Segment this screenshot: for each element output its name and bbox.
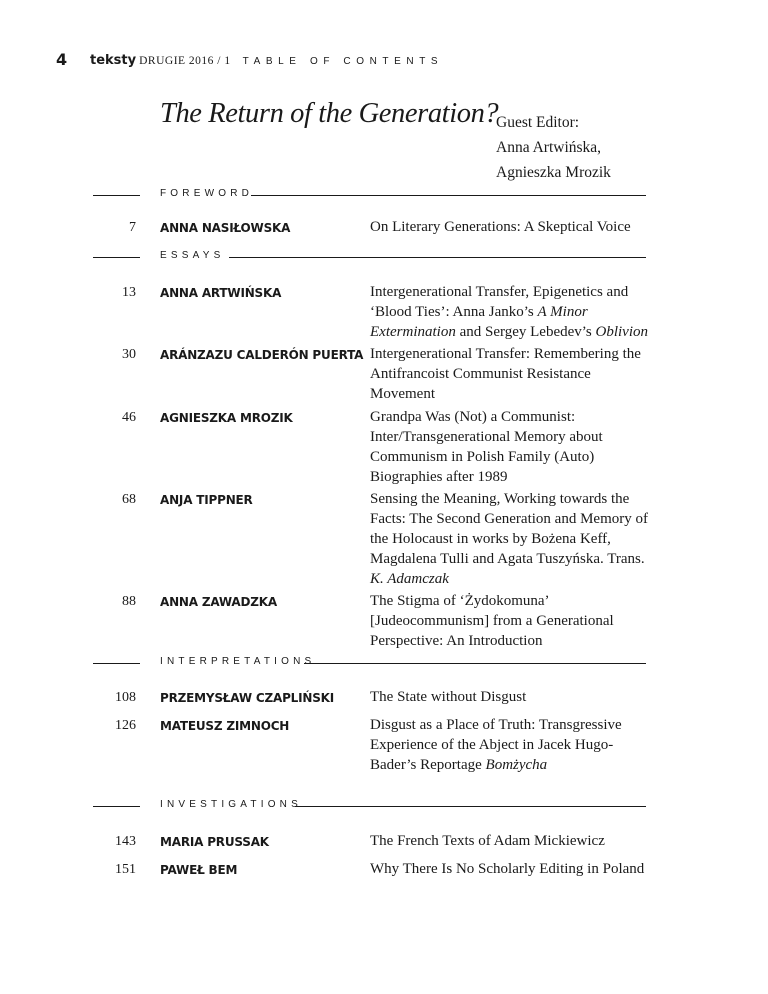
entry-page-number: 108	[115, 690, 136, 705]
guest-editor-name: Anna Artwińska,	[496, 139, 602, 156]
entry-page-number: 7	[129, 220, 136, 235]
entry-title: The Stigma of ‘Żydokomuna’ [Judeocommunism] from a Generational Perspective: An Introduction	[370, 593, 614, 649]
section-rule	[93, 257, 140, 258]
entry-page-number: 68	[122, 492, 136, 507]
entry-page-number: 13	[122, 285, 136, 300]
entry-title: On Literary Generations: A Skeptical Voice	[370, 219, 631, 235]
entry-title: Sensing the Meaning, Working towards the Facts: The Second Generation and Memory of the Holocaust in works by Bożena Keff, Magdalena Tulli and Agata Tuszyńska. Trans. K. Adamczak	[370, 491, 648, 587]
entry-author: ANNA ARTWIŃSKA	[160, 286, 282, 300]
running-header	[90, 52, 443, 68]
entry-author: MARIA PRUSSAK	[160, 835, 269, 849]
section-rule	[295, 806, 646, 807]
entry-page-number: 151	[115, 862, 136, 877]
issue-title: The Return of the Generation?	[160, 98, 499, 129]
entry-page-number: 126	[115, 718, 136, 733]
entry-page-number: 30	[122, 347, 136, 362]
section-rule	[93, 195, 140, 196]
journal-issue: DRUGIE 2016 / 1	[139, 55, 231, 67]
entry-author: MATEUSZ ZIMNOCH	[160, 719, 290, 733]
guest-editor-block	[496, 110, 611, 185]
entry-author: PRZEMYSŁAW CZAPLIŃSKI	[160, 691, 335, 705]
entry-author: PAWEŁ BEM	[160, 863, 238, 877]
entry-title: Disgust as a Place of Truth: Transgressive Experience of the Abject in Jacek Hugo-Bader’s Reportage Bomżycha	[370, 717, 622, 773]
entry-title: Intergenerational Transfer, Epigenetics and ‘Blood Ties’: Anna Janko’s A Minor Extermination and Sergey Lebedev’s Oblivion	[370, 284, 649, 340]
entry-page-number: 143	[115, 834, 136, 849]
section-header-investigations	[93, 798, 646, 814]
section-label: INTERPRETATIONS	[160, 656, 316, 667]
guest-editor-name: Agnieszka Mrozik	[496, 164, 611, 181]
entry-title: Grandpa Was (Not) a Communist: Inter/Transgenerational Memory about Communism in Polish Family (Auto) Biographies after 1989	[370, 409, 603, 485]
section-rule	[304, 663, 646, 664]
entry-title: Why There Is No Scholarly Editing in Poland	[370, 861, 645, 877]
entry-author: ANNA NASIŁOWSKA	[160, 221, 291, 235]
entry-author: ARÁNZAZU CALDERÓN PUERTA	[160, 348, 364, 362]
entry-author: ANNA ZAWADZKA	[160, 595, 277, 609]
section-rule	[93, 663, 140, 664]
section-header-essays	[93, 249, 646, 265]
section-label: INVESTIGATIONS	[160, 799, 302, 810]
entry-title: The French Texts of Adam Mickiewicz	[370, 833, 605, 849]
section-rule	[229, 257, 646, 258]
section-header-foreword	[93, 187, 646, 203]
section-rule	[251, 195, 646, 196]
section-rule	[93, 806, 140, 807]
entry-author: AGNIESZKA MROZIK	[160, 411, 293, 425]
section-label: ESSAYS	[160, 250, 225, 261]
entry-title: The State without Disgust	[370, 689, 527, 705]
section-label: FOREWORD	[160, 188, 254, 199]
entry-title: Intergenerational Transfer: Remembering the Antifrancoist Communist Resistance Movement	[370, 346, 641, 402]
guest-editor-label: Guest Editor:	[496, 114, 580, 131]
section-header-interpretations	[93, 655, 646, 671]
page-number: 4	[56, 50, 68, 69]
journal-brand: teksty	[90, 53, 137, 68]
running-section: TABLE OF CONTENTS	[242, 56, 444, 67]
entry-author: ANJA TIPPNER	[160, 493, 253, 507]
entry-page-number: 46	[122, 410, 136, 425]
entry-page-number: 88	[122, 594, 136, 609]
